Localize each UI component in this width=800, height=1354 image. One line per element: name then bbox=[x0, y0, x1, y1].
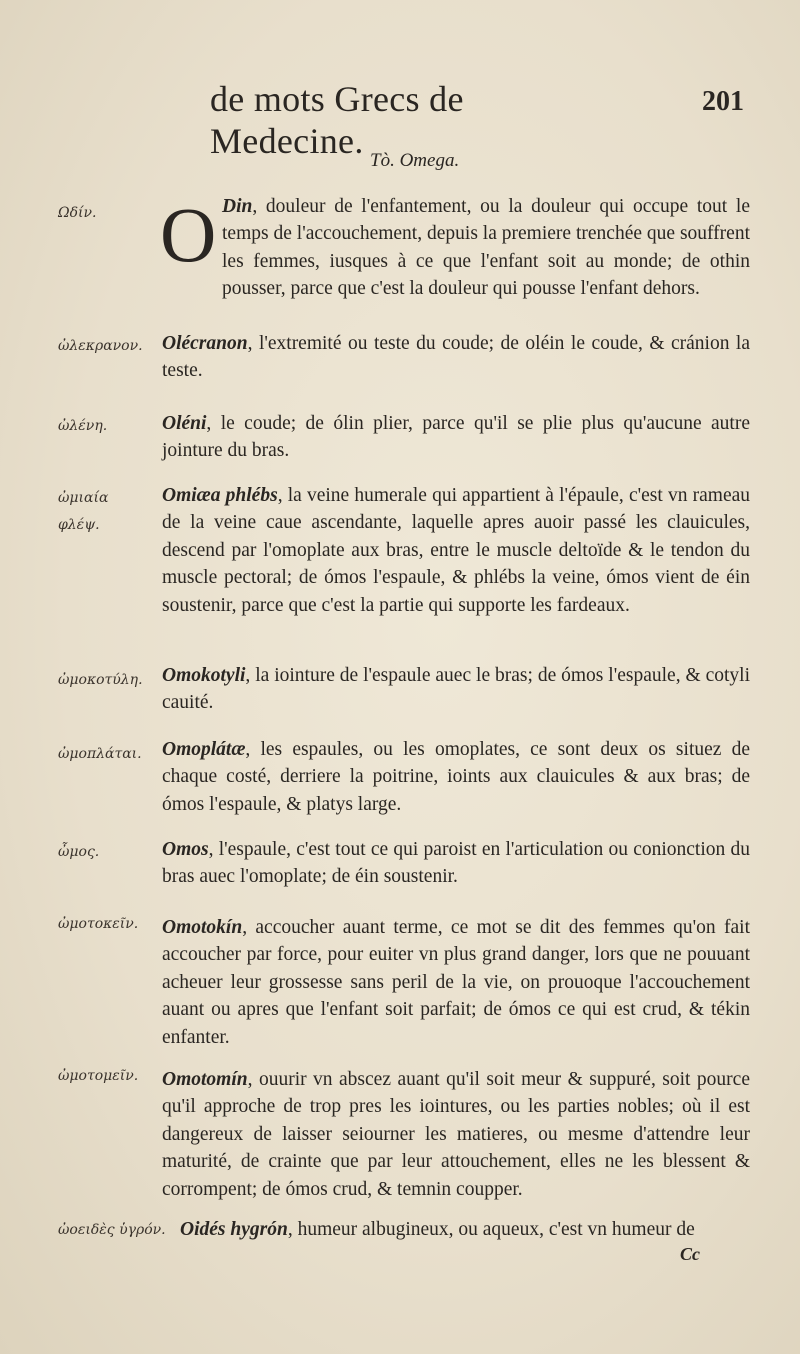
section-title: Tò. Omega. bbox=[370, 150, 460, 171]
entry-text bbox=[162, 914, 750, 1051]
margin-greek-word: ὠμιαία bbox=[58, 490, 109, 506]
margin-greek-word: ὦμος. bbox=[58, 844, 100, 860]
margin-greek-word: ὠμοτομεῖν. bbox=[58, 1068, 139, 1084]
entry-headword: Omokotyli bbox=[162, 665, 246, 686]
entry-text bbox=[222, 193, 750, 303]
entry-definition: , l'espaule, c'est tout ce qui paroist en l'articulation ou conionction du bras auec l'omoplate; de éin soustenir. bbox=[162, 839, 750, 888]
entry-headword: Din bbox=[222, 196, 253, 217]
margin-greek-word: ὠμοπλάται. bbox=[58, 746, 142, 762]
entry-text bbox=[162, 662, 750, 717]
entry-headword: Omiæa phlébs bbox=[162, 485, 278, 506]
entry-headword: Omoplátæ bbox=[162, 739, 246, 760]
entry-headword: Oléni bbox=[162, 413, 207, 434]
margin-greek-word: ὠμοκοτύλη. bbox=[58, 672, 143, 688]
entry-definition: , le coude; de ólin plier, parce qu'il se plie plus qu'aucune autre jointure du bras. bbox=[162, 413, 750, 462]
entry-definition: , la iointure de l'espaule auec le bras; de ómos l'espaule, & cotyli cauité. bbox=[162, 665, 750, 714]
entry-headword: Oidés hygrón bbox=[180, 1219, 288, 1240]
entry-headword: Olécranon bbox=[162, 333, 248, 354]
entry-definition: , la veine humerale qui appartient à l'épaule, c'est vn rameau de la veine caue ascendante, laquelle apres auoir passé les clauicules, descend par l'omoplate aux bras, entre le muscle deltoïde & le tendon du muscle pectoral; de ómos l'espaule, & phlébs la veine, ómos vient de éin soustenir, parce que c'est la partie qui supporte les fardeaux. bbox=[162, 485, 750, 616]
entry-definition: , douleur de l'enfantement, ou la douleur qui occupe tout le temps de l'accouchement, depuis la premiere trenchée que souffrent les femmes, iusques à ce que l'enfant soit au monde; de othin pousser, parce que c'est la douleur qui pousse l'enfant dehors. bbox=[222, 196, 750, 300]
entry-headword: Omotomín bbox=[162, 1069, 248, 1090]
margin-greek-word: ὠμοτοκεῖν. bbox=[58, 916, 139, 932]
entry-definition: , accoucher auant terme, ce mot se dit des femmes qu'on fait accoucher par force, pour euiter vn plus grand danger, lors que ne pouuant acheuer leur grossesse sans peril de la vie, on prouoque l'accouchement auant ou apres que l'enfant soit parfait; de ómos ce qui est crud, & tékin enfanter. bbox=[162, 917, 750, 1048]
entry-headword: Omos bbox=[162, 839, 209, 860]
entry-definition: , les espaules, ou les omoplates, ce sont deux os situez de chaque costé, derriere la poitrine, ioints aux clauicules & aux bras; de ómos l'espaule, & platys large. bbox=[162, 739, 750, 815]
margin-greek-word: ὠλένη. bbox=[58, 418, 108, 434]
entry-text bbox=[162, 410, 750, 465]
margin-greek-word: φλέψ. bbox=[58, 517, 100, 533]
page-number: 201 bbox=[702, 86, 744, 117]
entry-text bbox=[162, 330, 750, 385]
margin-greek-word: ὠοειδὲς ὑγρόν. bbox=[58, 1222, 166, 1238]
entry-text bbox=[180, 1216, 750, 1243]
entry-text bbox=[162, 736, 750, 818]
margin-greek-word: Ωδίν. bbox=[58, 205, 97, 221]
entry-text bbox=[162, 482, 750, 619]
catchword: Cc bbox=[680, 1244, 700, 1264]
entry-text bbox=[162, 1066, 750, 1203]
entry-headword: Omotokín bbox=[162, 917, 243, 938]
entry-definition: , humeur albugineux, ou aqueux, c'est vn humeur de bbox=[287, 1219, 695, 1240]
entry-definition: , ouurir vn abscez auant qu'il soit meur & suppuré, soit pource qu'il approche de trop pres les iointures, ou les parties nobles; où il est dangereux de laisser seiourner les matieres, ou mesme d'attendre leur maturité, de crainte que par leur attouchement, elles ne les blessent & corrompent; de ómos crud, & temnin coupper. bbox=[162, 1069, 750, 1200]
running-header: de mots Grecs de Medecine. bbox=[210, 79, 464, 161]
entry-definition: , l'extremité ou teste du coude; de oléin le coude, & cránion la teste. bbox=[162, 333, 750, 382]
drop-cap-letter: O bbox=[160, 191, 217, 278]
margin-greek-word: ὠλεκρανον. bbox=[58, 338, 143, 354]
entry-text bbox=[162, 836, 750, 891]
